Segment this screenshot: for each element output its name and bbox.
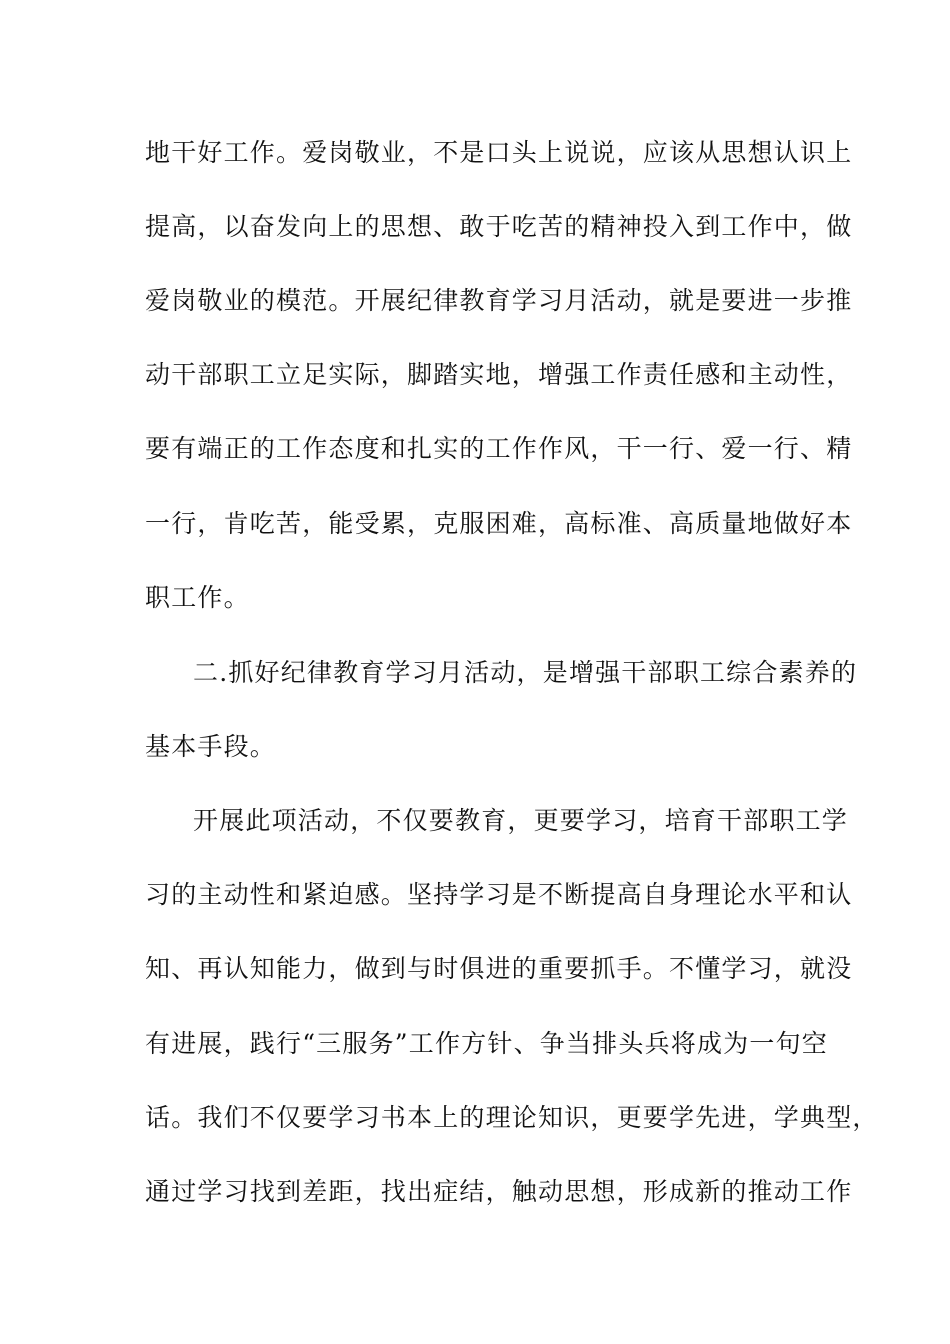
text-line: 提高，以奋发向上的思想、敢于吃苦的精神投入到工作中，做: [145, 212, 853, 241]
text-line: 话。我们不仅要学习书本上的理论知识，更要学先进，学典型，: [145, 1103, 879, 1132]
text-line: 开展此项活动，不仅要教育，更要学习，培育干部职工学: [193, 806, 849, 835]
section-heading-line: 二.抓好纪律教育学习月活动，是增强干部职工综合素养的: [193, 658, 858, 687]
text-line: 地干好工作。爱岗敬业，不是口头上说说，应该从思想认识上: [145, 138, 853, 167]
text-line: 有进展，践行“三服务”工作方针、争当排头兵将成为一句空: [145, 1029, 828, 1058]
text-line: 要有端正的工作态度和扎实的工作作风，干一行、爱一行、精: [145, 434, 853, 463]
text-line: 习的主动性和紧迫感。坚持学习是不断提高自身理论水平和认: [145, 880, 853, 909]
section-heading-line: 基本手段。: [145, 732, 277, 761]
text-line: 一行，肯吃苦，能受累，克服困难，高标准、高质量地做好本: [145, 509, 853, 538]
text-line: 爱岗敬业的模范。开展纪律教育学习月活动，就是要进一步推: [145, 286, 853, 315]
text-line: 动干部职工立足实际，脚踏实地，增强工作责任感和主动性，: [145, 360, 853, 389]
text-line: 知、再认知能力，做到与时俱进的重要抓手。不懂学习，就没: [145, 954, 853, 983]
text-line: 通过学习找到差距，找出症结，触动思想，形成新的推动工作: [145, 1177, 853, 1206]
text-line: 职工作。: [145, 583, 250, 612]
